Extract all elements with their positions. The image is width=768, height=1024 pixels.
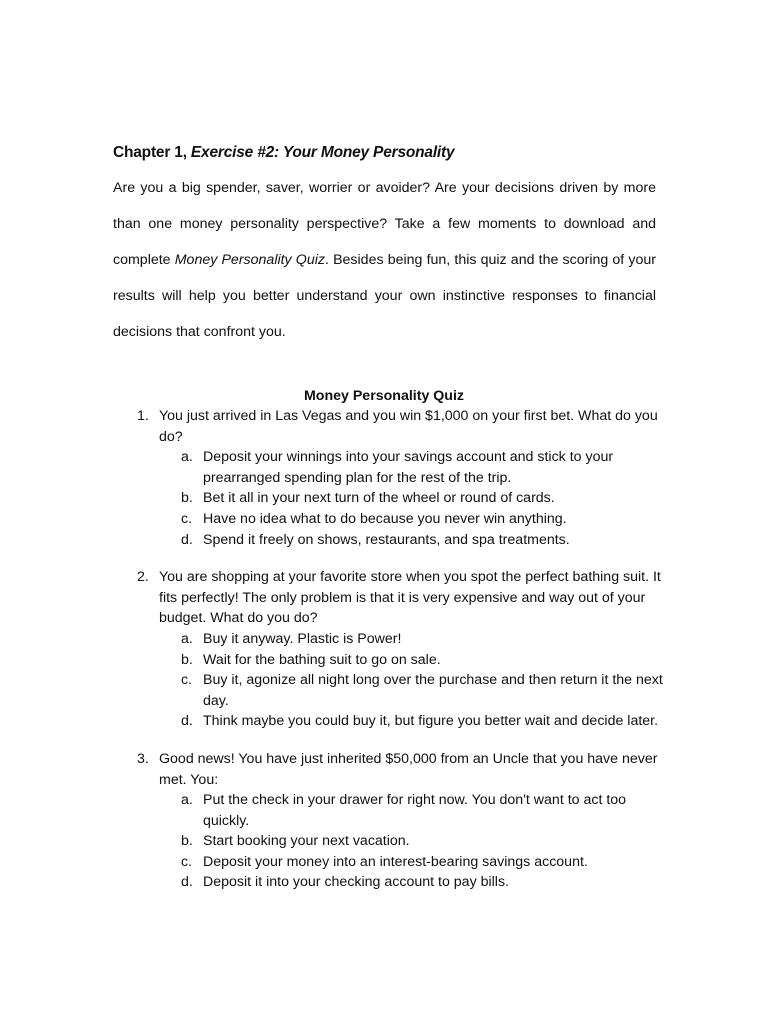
answer-option-list xyxy=(181,629,677,732)
intro-quiz-name: Money Personality Quiz xyxy=(174,252,325,268)
quiz-question-list xyxy=(137,406,677,910)
answer-option xyxy=(181,629,677,650)
option-text: Deposit your winnings into your savings account and stick to your prearranged spending plan for the rest of the trip. xyxy=(203,449,614,486)
option-letter: c. xyxy=(181,853,193,870)
question-text: You are shopping at your favorite store when you spot the perfect bathing suit. It fits perfectly! The only problem is that it is very expensive and way out of your budget. What do you do? xyxy=(159,569,661,627)
quiz-question-3 xyxy=(137,749,677,893)
question-body xyxy=(159,406,677,550)
option-text: Start booking your next vacation. xyxy=(203,833,410,850)
answer-option xyxy=(181,711,677,732)
answer-option-list xyxy=(181,790,677,893)
option-text: Bet it all in your next turn of the wheel or round of cards. xyxy=(203,490,555,507)
option-text: Deposit your money into an interest-bearing savings account. xyxy=(203,853,588,870)
answer-option xyxy=(181,872,677,893)
answer-option xyxy=(181,790,677,831)
option-letter: a. xyxy=(181,630,193,647)
option-letter: d. xyxy=(181,874,193,891)
option-text: Put the check in your drawer for right now. You don't want to act too quickly. xyxy=(203,792,627,829)
quiz-title: Money Personality Quiz xyxy=(303,388,465,404)
answer-option xyxy=(181,530,677,551)
intro-paragraph xyxy=(113,170,656,350)
question-number: 1. xyxy=(137,408,149,424)
option-letter: c. xyxy=(181,510,193,527)
option-letter: d. xyxy=(181,713,193,730)
question-number: 3. xyxy=(137,750,149,767)
option-letter: b. xyxy=(181,651,193,668)
answer-option-list xyxy=(181,447,677,550)
option-letter: b. xyxy=(181,833,193,850)
option-letter: b. xyxy=(181,490,193,507)
answer-option xyxy=(181,650,677,671)
option-text: Have no idea what to do because you never win anything. xyxy=(203,510,567,527)
quiz-question-2 xyxy=(137,567,677,732)
heading-exercise-title: Exercise #2: Your Money Personality xyxy=(190,144,455,161)
answer-option xyxy=(181,852,677,873)
option-text: Deposit it into your checking account to pay bills. xyxy=(203,874,509,891)
option-letter: a. xyxy=(181,792,193,809)
question-body xyxy=(159,567,677,732)
option-text: Think maybe you could buy it, but figure you better wait and decide later. xyxy=(203,713,659,730)
answer-option xyxy=(181,447,677,488)
exercise-heading xyxy=(113,144,454,162)
intro-text-start: Are you a big spender, saver, worrier or avoider? Are your decisions driven by more than one money personality perspective? Take a few moments to download and complete xyxy=(113,180,656,268)
heading-chapter: Chapter 1, xyxy=(113,144,191,161)
answer-option xyxy=(181,488,677,509)
answer-option xyxy=(181,831,677,852)
intro-text-end: . Besides being fun, this quiz and the scoring of your results will help you better understand your own instinctive responses to financial decisions that confront you. xyxy=(113,252,656,340)
option-text: Buy it, agonize all night long over the purchase and then return it the next day. xyxy=(203,672,663,709)
option-text: Spend it freely on shows, restaurants, and spa treatments. xyxy=(203,531,570,548)
option-letter: a. xyxy=(181,449,193,466)
option-text: Buy it anyway. Plastic is Power! xyxy=(203,630,402,647)
answer-option xyxy=(181,509,677,530)
option-letter: d. xyxy=(181,531,193,548)
question-number: 2. xyxy=(137,569,149,586)
option-text: Wait for the bathing suit to go on sale. xyxy=(203,651,441,668)
option-letter: c. xyxy=(181,672,193,689)
question-text: Good news! You have just inherited $50,000 from an Uncle that you have never met. You: xyxy=(159,750,658,788)
question-text: You just arrived in Las Vegas and you win $1,000 on your first bet. What do you do? xyxy=(159,408,658,445)
answer-option xyxy=(181,670,677,711)
quiz-question-1 xyxy=(137,406,677,550)
question-body xyxy=(159,749,677,893)
